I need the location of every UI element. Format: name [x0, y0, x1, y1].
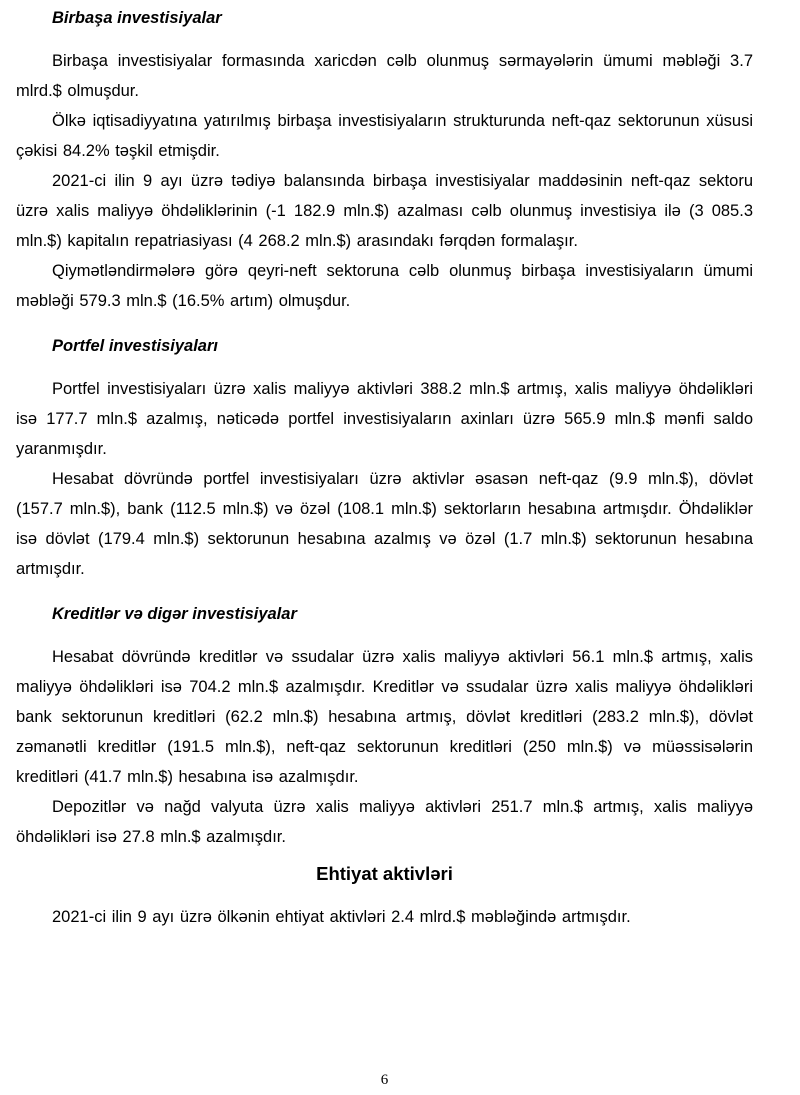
section-birbasa-investisiyalar	[16, 3, 753, 316]
paragraph: Hesabat dövründə kreditlər və ssudalar üzrə xalis maliyyə aktivləri 56.1 mln.$ artmış, xalis maliyyə öhdəlikləri isə 704.2 mln.$ azalmışdır. Kreditlər və ssudalar üzrə xalis maliyyə öhdəlikləri bank sektorunun kreditləri (62.2 mln.$) hesabına artmış, dövlət kreditləri (283.2 mln.$), dövlət zəmanətli kreditlər (191.5 mln.$), neft-qaz sektorunun kreditləri (250 mln.$) və müəssisələrin kreditləri (41.7 mln.$) hesabına isə azalmışdır.	[16, 648, 753, 786]
section-heading-centered: Ehtiyat aktivləri	[316, 863, 453, 884]
paragraph: 2021-ci ilin 9 ayı üzrə tədiyə balansında birbaşa investisiyalar maddəsinin neft-qaz sektoru üzrə xalis maliyyə öhdəliklərinin (-1 182.9 mln.$) azalması cəlb olunmuş investisiya ilə (3 085.3 mln.$) kapitalın repatriasiyası (4 268.2 mln.$) arasındakı fərqdən formalaşır.	[16, 172, 753, 250]
section-heading: Portfel investisiyaları	[52, 337, 218, 355]
paragraph: Ölkə iqtisadiyyatına yatırılmış birbaşa investisiyaların strukturunda neft-qaz sektorunun xüsusi çəkisi 84.2% təşkil etmişdir.	[16, 112, 753, 160]
section-ehtiyat-aktivleri	[16, 858, 753, 932]
paragraph: Depozitlər və nağd valyuta üzrə xalis maliyyə aktivləri 251.7 mln.$ artmış, xalis maliyyə öhdəlikləri isə 27.8 mln.$ azalmışdır.	[16, 798, 753, 846]
paragraph: Birbaşa investisiyalar formasında xaricdən cəlb olunmuş sərmayələrin ümumi məbləği 3.7 mlrd.$ olmuşdur.	[16, 52, 753, 100]
section-kreditler-ve-diger-investisiyalar	[16, 599, 753, 852]
paragraph: Portfel investisiyaları üzrə xalis maliyyə aktivləri 388.2 mln.$ artmış, xalis maliyyə öhdəlikləri isə 177.7 mln.$ azalmış, nəticədə portfel investisiyaların axinları üzrə 565.9 mln.$ mənfi saldo yaranmışdır.	[16, 380, 753, 458]
section-heading: Kreditlər və digər investisiyalar	[52, 605, 297, 623]
page-number: 6	[380, 1072, 389, 1088]
section-heading: Birbaşa investisiyalar	[52, 9, 222, 27]
paragraph: Hesabat dövründə portfel investisiyaları üzrə aktivlər əsasən neft-qaz (9.9 mln.$), dövlət (157.7 mln.$), bank (112.5 mln.$) və özəl (108.1 mln.$) sektorların hesabına artmışdır. Öhdəliklər isə dövlət (179.4 mln.$) sektorunun hesabına azalmış və özəl (1.7 mln.$) sektorunun hesabına artmışdır.	[16, 470, 753, 578]
section-portfel-investisiyalari	[16, 331, 753, 584]
paragraph: Qiymətləndirmələrə görə qeyri-neft sektoruna cəlb olunmuş birbaşa investisiyaların ümumi məbləği 579.3 mln.$ (16.5% artım) olmuşdur.	[16, 262, 753, 310]
paragraph: 2021-ci ilin 9 ayı üzrə ölkənin ehtiyat aktivləri 2.4 mlrd.$ məbləğində artmışdır.	[52, 908, 631, 926]
